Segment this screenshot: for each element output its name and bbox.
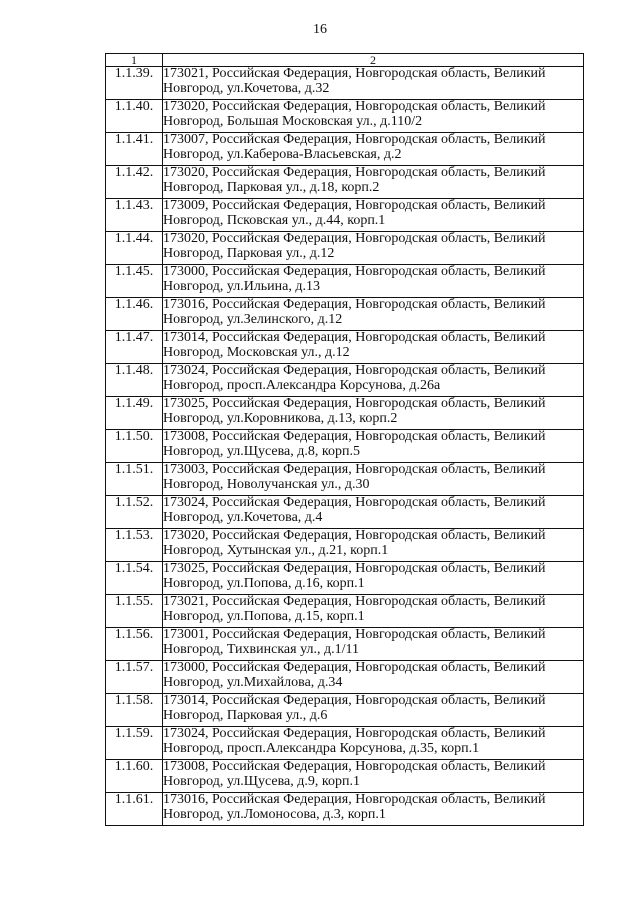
row-address — [163, 364, 584, 397]
address-line-2: Новгород, ул.Ильина, д.13 — [163, 278, 321, 294]
row-address — [163, 463, 584, 496]
table-row — [106, 661, 584, 694]
table-row — [106, 562, 584, 595]
address-line-1: 173016, Российская Федерация, Новгородская область, Великий — [163, 297, 546, 312]
address-line-1: 173008, Российская Федерация, Новгородская область, Великий — [163, 429, 546, 444]
address-line-2: Новгород, ул.Зелинского, д.12 — [163, 311, 343, 327]
row-address — [163, 232, 584, 265]
address-line-1: 173003, Российская Федерация, Новгородская область, Великий — [163, 462, 546, 477]
table-row — [106, 727, 584, 760]
address-line-1: 173000, Российская Федерация, Новгородская область, Великий — [163, 660, 546, 675]
address-line-1: 173007, Российская Федерация, Новгородская область, Великий — [163, 132, 546, 147]
row-address — [163, 430, 584, 463]
address-line-2: Новгород, ул.Щусева, д.8, корп.5 — [163, 443, 360, 459]
row-number: 1.1.61. — [106, 793, 163, 826]
row-number: 1.1.57. — [106, 661, 163, 694]
row-address — [163, 331, 584, 364]
table-header-row — [106, 54, 584, 67]
address-line-1: 173025, Российская Федерация, Новгородская область, Великий — [163, 396, 546, 411]
address-line-2: Новгород, ул.Попова, д.15, корп.1 — [163, 608, 365, 624]
address-line-1: 173020, Российская Федерация, Новгородская область, Великий — [163, 99, 546, 114]
address-line-2: Новгород, просп.Александра Корсунова, д.26а — [163, 377, 441, 393]
header-col-number: 1 — [106, 54, 163, 67]
row-number: 1.1.47. — [106, 331, 163, 364]
address-line-2: Новгород, Парковая ул., д.12 — [163, 245, 335, 261]
table-row — [106, 595, 584, 628]
row-address — [163, 133, 584, 166]
address-line-2: Новгород, Новолучанская ул., д.30 — [163, 476, 370, 492]
row-number: 1.1.39. — [106, 67, 163, 100]
row-number: 1.1.49. — [106, 397, 163, 430]
address-line-1: 173020, Российская Федерация, Новгородская область, Великий — [163, 165, 546, 180]
table-row — [106, 298, 584, 331]
address-line-2: Новгород, Московская ул., д.12 — [163, 344, 350, 360]
address-line-2: Новгород, ул.Кочетова, д.32 — [163, 80, 330, 96]
table-row — [106, 628, 584, 661]
table-row — [106, 463, 584, 496]
row-address — [163, 562, 584, 595]
table-row — [106, 760, 584, 793]
row-address — [163, 100, 584, 133]
row-address — [163, 496, 584, 529]
row-number: 1.1.56. — [106, 628, 163, 661]
table-row — [106, 496, 584, 529]
address-line-1: 173020, Российская Федерация, Новгородская область, Великий — [163, 231, 546, 246]
address-line-1: 173000, Российская Федерация, Новгородская область, Великий — [163, 264, 546, 279]
address-line-2: Новгород, ул.Коровникова, д.13, корп.2 — [163, 410, 398, 426]
address-line-2: Новгород, ул.Кочетова, д.4 — [163, 509, 323, 525]
table-row — [106, 199, 584, 232]
header-col-address: 2 — [163, 54, 584, 67]
row-address — [163, 793, 584, 826]
table-row — [106, 67, 584, 100]
address-line-2: Новгород, ул.Попова, д.16, корп.1 — [163, 575, 365, 591]
row-number: 1.1.53. — [106, 529, 163, 562]
address-line-2: Новгород, просп.Александра Корсунова, д.35, корп.1 — [163, 740, 480, 756]
row-number: 1.1.41. — [106, 133, 163, 166]
row-number: 1.1.44. — [106, 232, 163, 265]
table-row — [106, 694, 584, 727]
table-row — [106, 232, 584, 265]
address-line-2: Новгород, ул.Каберова-Власьевская, д.2 — [163, 146, 402, 162]
address-line-2: Новгород, ул.Щусева, д.9, корп.1 — [163, 773, 360, 789]
row-address — [163, 166, 584, 199]
address-line-1: 173025, Российская Федерация, Новгородская область, Великий — [163, 561, 546, 576]
row-address — [163, 694, 584, 727]
row-number: 1.1.51. — [106, 463, 163, 496]
table-row — [106, 430, 584, 463]
address-line-1: 173001, Российская Федерация, Новгородская область, Великий — [163, 627, 546, 642]
table-row — [106, 397, 584, 430]
row-address — [163, 661, 584, 694]
table-row — [106, 166, 584, 199]
row-number: 1.1.60. — [106, 760, 163, 793]
row-address — [163, 397, 584, 430]
row-number: 1.1.52. — [106, 496, 163, 529]
table-row — [106, 529, 584, 562]
address-line-1: 173024, Российская Федерация, Новгородская область, Великий — [163, 363, 546, 378]
row-address — [163, 529, 584, 562]
row-number: 1.1.50. — [106, 430, 163, 463]
address-line-2: Новгород, Парковая ул., д.18, корп.2 — [163, 179, 380, 195]
address-line-1: 173016, Российская Федерация, Новгородская область, Великий — [163, 792, 546, 807]
row-number: 1.1.42. — [106, 166, 163, 199]
row-number: 1.1.46. — [106, 298, 163, 331]
address-line-1: 173021, Российская Федерация, Новгородская область, Великий — [163, 594, 546, 609]
address-line-2: Новгород, Хутынская ул., д.21, корп.1 — [163, 542, 389, 558]
address-line-1: 173014, Российская Федерация, Новгородская область, Великий — [163, 693, 546, 708]
row-address — [163, 265, 584, 298]
row-number: 1.1.54. — [106, 562, 163, 595]
row-address — [163, 760, 584, 793]
table-row — [106, 133, 584, 166]
row-number: 1.1.45. — [106, 265, 163, 298]
row-number: 1.1.43. — [106, 199, 163, 232]
row-number: 1.1.55. — [106, 595, 163, 628]
address-line-2: Новгород, ул.Ломоносова, д.3, корп.1 — [163, 806, 386, 822]
row-number: 1.1.48. — [106, 364, 163, 397]
address-line-1: 173024, Российская Федерация, Новгородская область, Великий — [163, 495, 546, 510]
address-line-2: Новгород, Большая Московская ул., д.110/2 — [163, 113, 423, 129]
row-address — [163, 199, 584, 232]
address-table — [105, 53, 584, 826]
row-address — [163, 298, 584, 331]
table-body — [106, 67, 584, 826]
address-line-1: 173020, Российская Федерация, Новгородская область, Великий — [163, 528, 546, 543]
table-row — [106, 793, 584, 826]
row-address — [163, 727, 584, 760]
address-line-2: Новгород, Тихвинская ул., д.1/11 — [163, 641, 359, 657]
address-line-1: 173008, Российская Федерация, Новгородская область, Великий — [163, 759, 546, 774]
row-number: 1.1.59. — [106, 727, 163, 760]
table-row — [106, 331, 584, 364]
table-row — [106, 364, 584, 397]
page-number: 16 — [313, 22, 327, 37]
address-line-1: 173024, Российская Федерация, Новгородская область, Великий — [163, 726, 546, 741]
row-address — [163, 595, 584, 628]
address-line-1: 173009, Российская Федерация, Новгородская область, Великий — [163, 198, 546, 213]
table-row — [106, 265, 584, 298]
row-address — [163, 67, 584, 100]
table-row — [106, 100, 584, 133]
address-line-1: 173021, Российская Федерация, Новгородская область, Великий — [163, 66, 546, 81]
address-line-2: Новгород, ул.Михайлова, д.34 — [163, 674, 343, 690]
address-line-1: 173014, Российская Федерация, Новгородская область, Великий — [163, 330, 546, 345]
row-address — [163, 628, 584, 661]
address-line-2: Новгород, Парковая ул., д.6 — [163, 707, 328, 723]
row-number: 1.1.40. — [106, 100, 163, 133]
row-number: 1.1.58. — [106, 694, 163, 727]
address-line-2: Новгород, Псковская ул., д.44, корп.1 — [163, 212, 386, 228]
